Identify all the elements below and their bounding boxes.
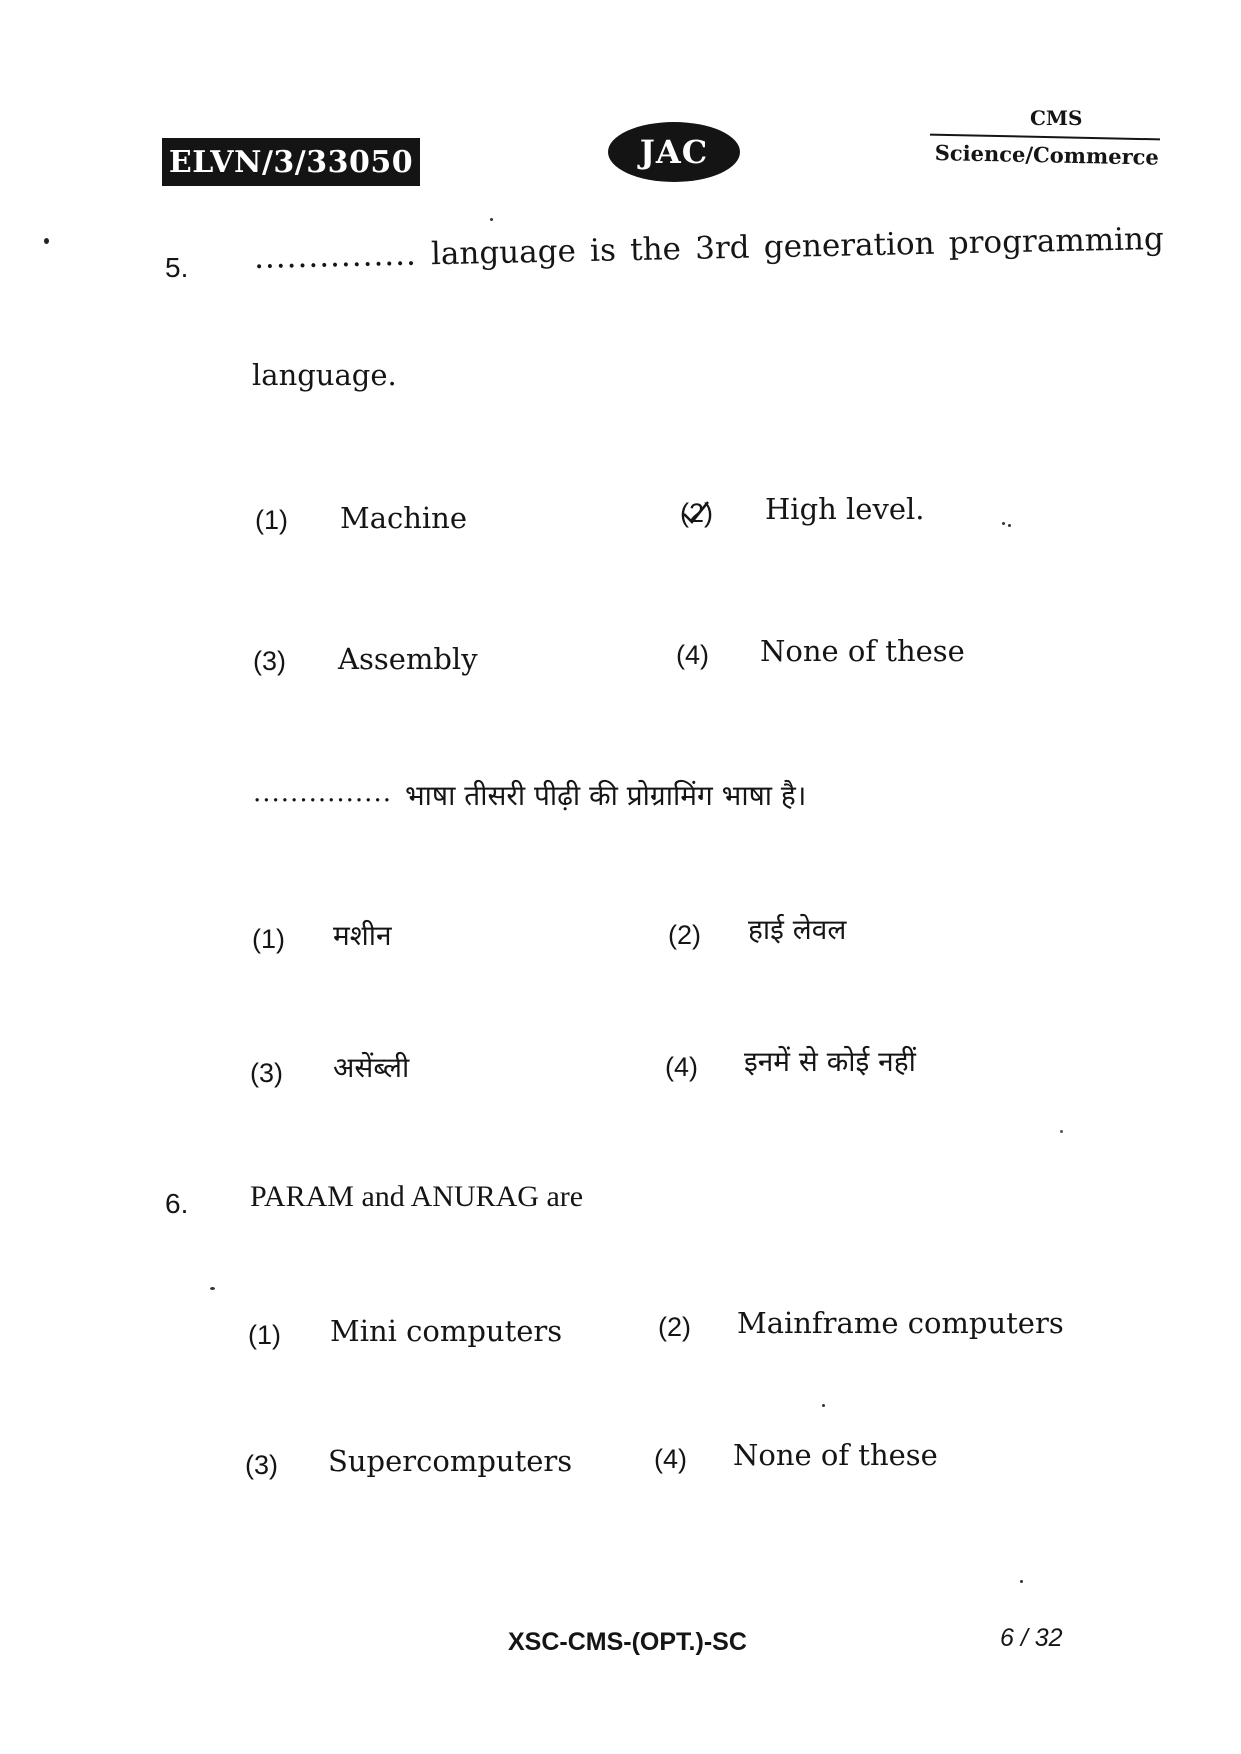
scan-speck	[1008, 524, 1011, 527]
question-5-word: is	[589, 232, 617, 269]
scan-speck	[1060, 1130, 1063, 1133]
question-6-number: 6.	[165, 1188, 189, 1219]
option-text: High level.	[765, 492, 925, 526]
question-5-word: language	[430, 233, 577, 273]
hindi-question-stem: भाषा तीसरी पीढ़ी की प्रोग्रामिंग भाषा है।	[405, 779, 807, 812]
option-number: (3)	[245, 1450, 278, 1480]
question-5-word: the	[629, 231, 682, 269]
option-number: (3)	[250, 1058, 283, 1088]
hindi-blank: ...............	[253, 778, 392, 808]
option-number: (3)	[253, 646, 286, 676]
question-5-blank: ...............	[253, 236, 418, 276]
hindi-option-text: इनमें से कोई नहीं	[744, 1045, 916, 1078]
scan-speck	[490, 218, 493, 221]
option-text: Machine	[340, 501, 468, 535]
option-number: (4)	[676, 640, 709, 670]
question-5-number: 5.	[165, 252, 189, 283]
scan-speck	[1002, 522, 1005, 525]
option-number: (4)	[665, 1052, 698, 1082]
tick-mark-icon	[680, 500, 710, 526]
paper-code-badge: ELVN/3/33050	[162, 138, 420, 186]
option-number: (2)	[668, 920, 701, 950]
option-number: (1)	[248, 1320, 281, 1350]
hindi-option-text: असेंब्ली	[333, 1051, 410, 1084]
stream-label: Science/Commerce	[934, 140, 1160, 170]
hindi-option-text: मशीन	[333, 919, 392, 952]
scan-speck	[210, 1287, 215, 1290]
option-text: Assembly	[338, 642, 478, 676]
question-5-word: 3rd	[694, 229, 750, 267]
option-text: Supercomputers	[328, 1444, 573, 1478]
option-text: None of these	[760, 634, 965, 668]
scan-speck	[822, 1404, 825, 1407]
page-number: 6 / 32	[1000, 1624, 1063, 1652]
question-5-continuation: language.	[252, 358, 397, 392]
option-number: (2)	[658, 1312, 691, 1342]
option-2-tick-container	[680, 494, 730, 534]
option-number: (1)	[255, 505, 288, 535]
subject-divider	[930, 134, 1160, 141]
option-number: (4)	[654, 1444, 687, 1474]
scan-speck	[1020, 1580, 1023, 1583]
jac-logo: JAC	[608, 122, 740, 182]
option-number: (2)	[680, 498, 713, 528]
question-5-word: programming	[948, 220, 1165, 262]
option-text: Mainframe computers	[737, 1306, 1064, 1340]
option-text: None of these	[733, 1438, 938, 1472]
option-text: Mini computers	[330, 1314, 563, 1348]
scan-speck	[44, 238, 49, 244]
subject-code: CMS	[1030, 106, 1083, 130]
hindi-option-text: हाई लेवल	[748, 913, 847, 946]
question-5-stem-line	[254, 221, 1165, 276]
question-6-stem: PARAM and ANURAG are	[250, 1180, 584, 1213]
footer-paper-code: XSC-CMS-(OPT.)-SC	[508, 1628, 747, 1656]
question-5-word: generation	[763, 225, 935, 266]
option-number: (1)	[252, 924, 285, 954]
